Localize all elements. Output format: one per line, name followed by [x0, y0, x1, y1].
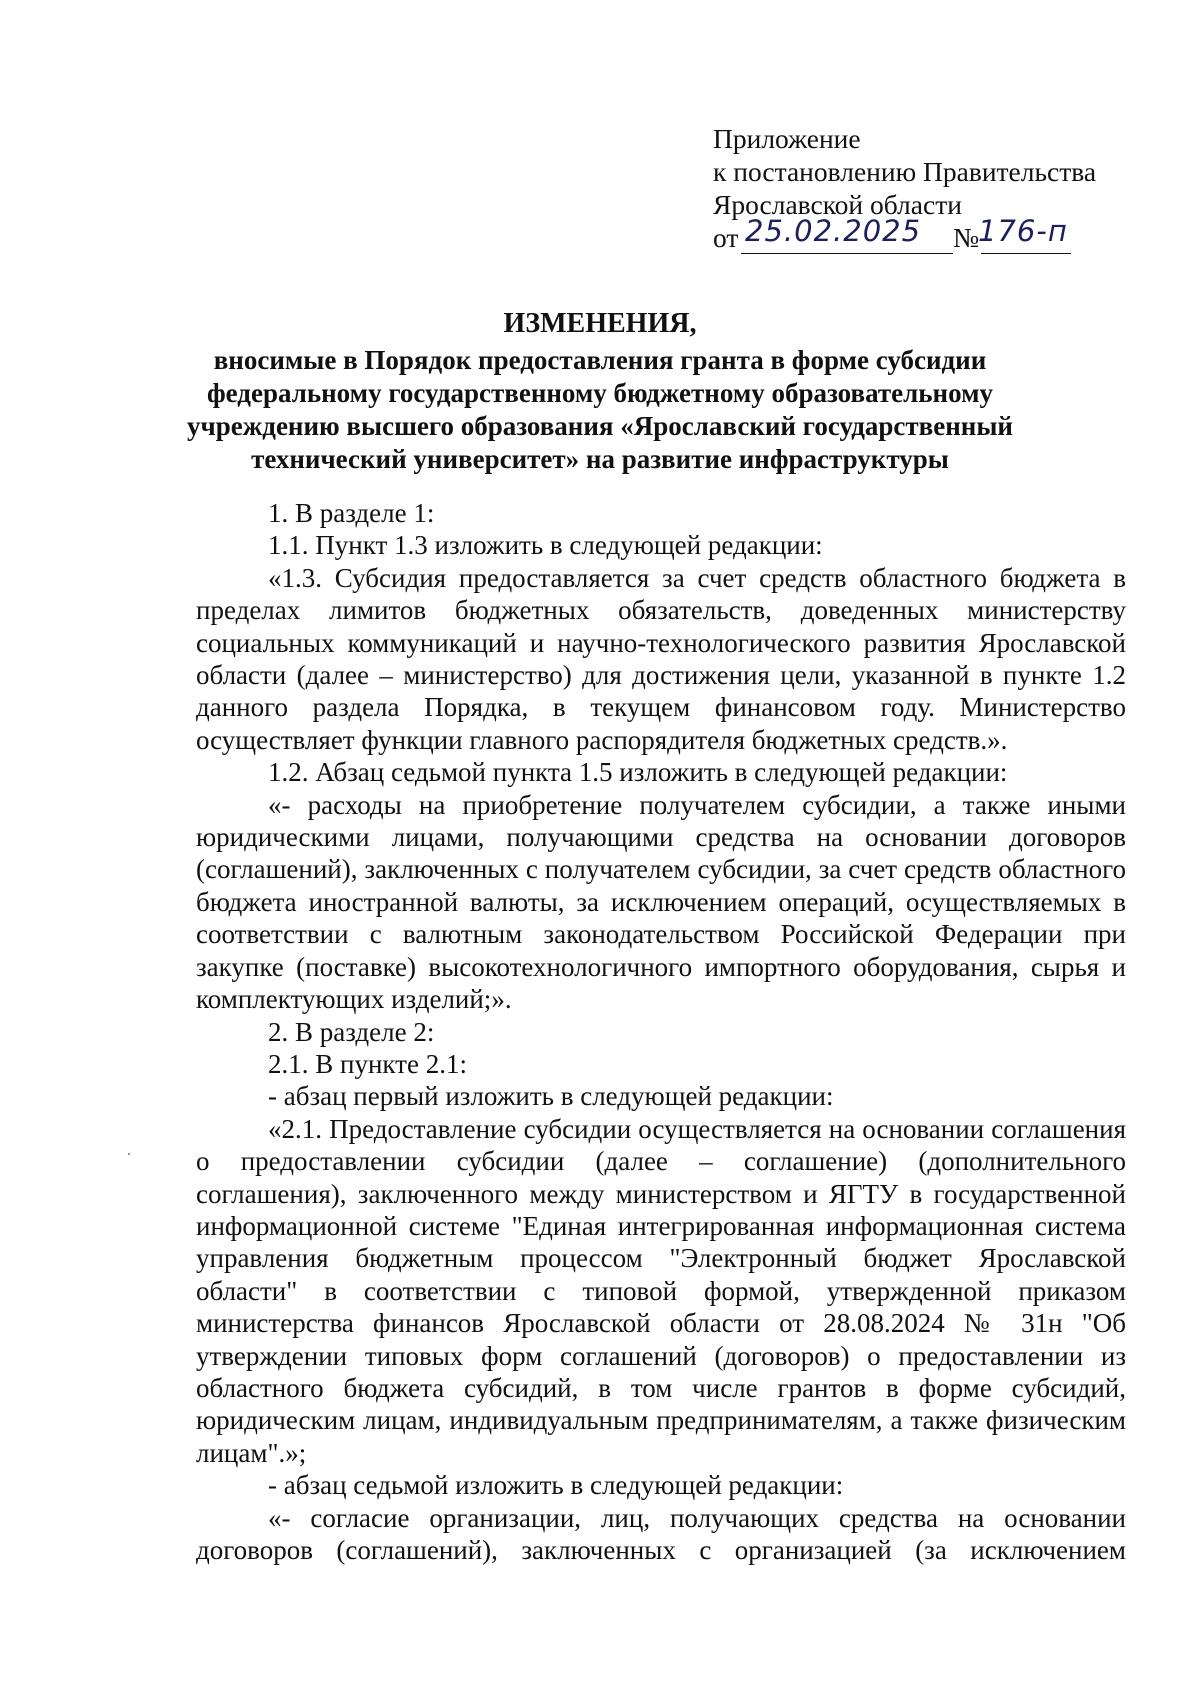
paragraph-section-1: 1. В разделе 1:	[268, 498, 435, 528]
appendix-block	[713, 122, 1153, 261]
paragraph-item-1-1: 1.1. Пункт 1.3 изложить в следующей редакции:	[268, 530, 823, 561]
handwritten-number: 176-п	[978, 214, 1068, 248]
subtitle-line-4: технический университет» на развитие инфраструктуры	[251, 444, 949, 474]
paragraph-item-2-1: 2.1. В пункте 2.1:	[268, 1048, 467, 1079]
document-subtitle	[150, 344, 1050, 476]
document-title-block	[150, 307, 1050, 476]
document-title: ИЗМЕНЕНИЯ,	[503, 308, 697, 339]
paragraph-item-1-3-text: «1.3. Субсидия предоставляется за счет средств областного бюджета в пределах лимитов бюджетных обязательств, доведенных министерству социальных коммуникаций и научно-технологического развития Ярославской области (далее – министерство) для достижения цели, указанной в пункте 1.2 данного раздела Порядка, в текущем финансовом году. Министерство осуществляет функции главного распорядителя бюджетных средств.».	[196, 562, 1126, 755]
number-underline	[981, 253, 1071, 254]
paragraph-item-2-1-text: «2.1. Предоставление субсидии осуществляется на основании соглашения о предоставлении субсидии (далее – соглашение) (дополнительного соглашения), заключенного между министерством и ЯГТУ в государственной информационной системе "Единая интегрированная информационная система управления бюджетным процессом "Электронный бюджет Ярославской области" в соответствии с типовой формой, утвержденной приказом министерства финансов Ярославской области от 28.08.2024 № 31н "Об утверждении типовых форм соглашений (договоров) о предоставлении из областного бюджета субсидий, в том числе грантов в форме субсидий, юридическим лицам, индивидуальным предпринимателям, а также физическим лицам".»;	[196, 1113, 1126, 1468]
paragraph-consent-text: «- согласие организации, лиц, получающих средства на основании договоров (соглашений), заключенных с организацией (за исключением	[196, 1502, 1126, 1565]
number-symbol: №	[953, 222, 980, 253]
document-body	[196, 497, 1126, 1566]
subtitle-line-2: федеральному государственному бюджетному образовательному	[207, 378, 993, 408]
paragraph-item-1-2: 1.2. Абзац седьмой пункта 1.5 изложить в следующей редакции:	[268, 757, 1008, 788]
scan-speck	[128, 1153, 130, 1155]
paragraph-item-1-5-text: «- расходы на приобретение получателем субсидии, а также иными юридическими лицами, получающими средства на основании договоров (соглашений), заключенных с получателем субсидии, за счет средств областного бюджета иностранной валюты, за исключением операций, осуществляемых в соответствии с валютным законодательством Российской Федерации при закупке (поставке) высокотехнологичного импортного оборудования, сырья и комплектующих изделий;».	[196, 789, 1126, 1015]
subtitle-line-3: учреждению высшего образования «Ярославский государственный	[186, 411, 1013, 441]
paragraph-seventh-abzac: - абзац седьмой изложить в следующей редакции:	[268, 1470, 844, 1501]
paragraph-first-abzac: - абзац первый изложить в следующей редакции:	[268, 1081, 834, 1112]
paragraph-section-2: 2. В разделе 2:	[268, 1016, 435, 1047]
handwritten-date: 25.02.2025	[745, 214, 922, 248]
appendix-date-number-line	[713, 214, 1153, 261]
subtitle-line-1: вносимые в Порядок предоставления гранта в форме субсидии	[213, 345, 987, 375]
appendix-line-3: Ярославской области	[713, 189, 962, 220]
appendix-line-2: к постановлению Правительства	[713, 156, 1097, 187]
from-label: от	[713, 222, 739, 253]
appendix-line-1: Приложение	[713, 123, 861, 154]
date-underline	[741, 253, 953, 254]
